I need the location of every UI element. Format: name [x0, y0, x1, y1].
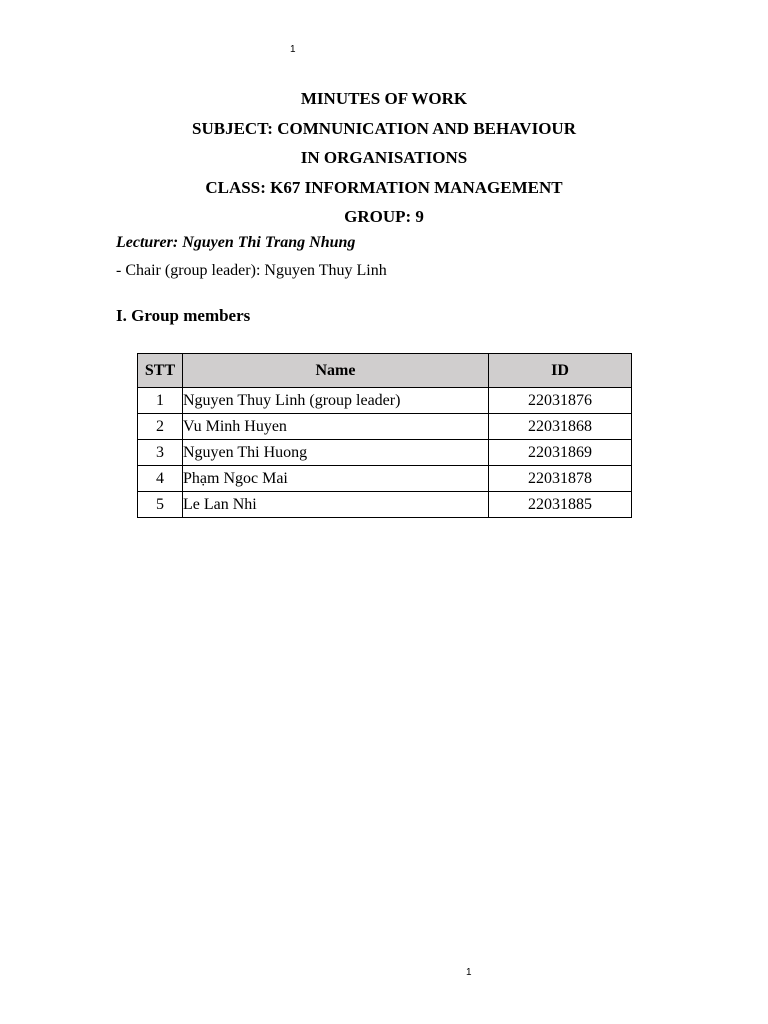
header-name: Name: [183, 354, 489, 388]
group-members-table: [137, 353, 632, 518]
cell-stt: 4: [138, 466, 183, 492]
cell-name: Nguyen Thi Huong: [183, 440, 489, 466]
table-row: [138, 414, 632, 440]
cell-stt: 2: [138, 414, 183, 440]
cell-id: 22031876: [489, 388, 632, 414]
cell-stt: 1: [138, 388, 183, 414]
cell-name: Vu Minh Huyen: [183, 414, 489, 440]
cell-id: 22031869: [489, 440, 632, 466]
cell-name: Nguyen Thuy Linh (group leader): [183, 388, 489, 414]
table-header-row: [138, 354, 632, 388]
heading-title: MINUTES OF WORK: [300, 89, 468, 108]
heading-subject: SUBJECT: COMNUNICATION AND BEHAVIOUR: [192, 118, 576, 138]
header-id: ID: [489, 354, 632, 388]
cell-id: 22031885: [489, 492, 632, 518]
heading-group: GROUP: 9: [344, 207, 424, 226]
cell-stt: 3: [138, 440, 183, 466]
table-row: [138, 388, 632, 414]
table-row: [138, 492, 632, 518]
page-number-bottom: 1: [466, 967, 472, 978]
lecturer-line: Lecturer: Nguyen Thi Trang Nhung: [116, 234, 356, 251]
chair-line: - Chair (group leader): Nguyen Thuy Linh: [116, 262, 387, 279]
section-title-group-members: I. Group members: [116, 306, 251, 325]
heading-subject-cont: IN ORGANISATIONS: [300, 148, 468, 167]
heading-class: CLASS: K67 INFORMATION MANAGEMENT: [205, 177, 563, 197]
page-number-top: 1: [290, 44, 296, 55]
cell-name: Le Lan Nhi: [183, 492, 489, 518]
cell-name: Phạm Ngoc Mai: [183, 466, 489, 492]
table-row: [138, 466, 632, 492]
cell-id: 22031868: [489, 414, 632, 440]
document-heading: [0, 84, 768, 232]
header-stt: STT: [138, 354, 183, 388]
cell-id: 22031878: [489, 466, 632, 492]
table-row: [138, 440, 632, 466]
cell-stt: 5: [138, 492, 183, 518]
